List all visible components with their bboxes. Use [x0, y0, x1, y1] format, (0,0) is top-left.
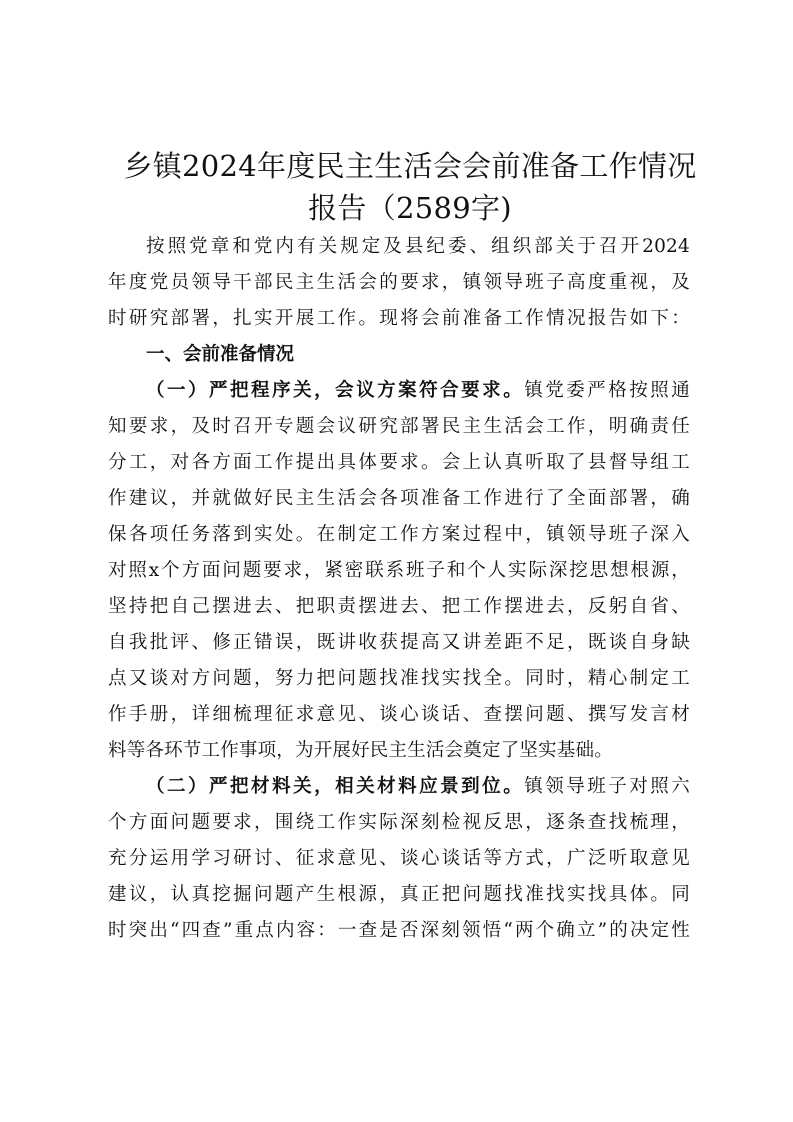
- subsection-1-line: 知要求，及时召开专题会议研究部署民主生活会工作，明确责任: [108, 416, 690, 437]
- document-title-line-1: 乡镇2024年度民主生活会会前准备工作情况: [123, 149, 697, 183]
- intro-paragraph-line: 时研究部署，扎实开展工作。现将会前准备工作情况报告如下：: [108, 308, 690, 329]
- subsection-1-first-line: [146, 373, 690, 409]
- subsection-1-line: 点又谈对方问题，努力把问题找准找实找全。同时，精心制定工: [108, 668, 690, 689]
- subsection-2-first-line: [146, 769, 690, 805]
- subsection-1-line: 自我批评、修正错误，既讲收获提高又讲差距不足，既谈自身缺: [108, 632, 690, 653]
- subsection-1-line: 分工，对各方面工作提出具体要求。会上认真听取了县督导组工: [108, 452, 690, 473]
- subsection-1-line: 对照x个方面问题要求，紧密联系班子和个人实际深挖思想根源，: [108, 560, 690, 581]
- subsection-1-line: 坚持把自己摆进去、把职责摆进去、把工作摆进去，反躬自省、: [108, 596, 690, 617]
- subsection-1-line: 作手册，详细梳理征求意见、谈心谈话、查摆问题、撰写发言材: [108, 704, 690, 725]
- intro-paragraph-line: 按照党章和党内有关规定及县纪委、组织部关于召开2024: [146, 236, 690, 257]
- subsection-2-heading: （二）严把材料关，相关材料应景到位。: [146, 776, 525, 797]
- subsection-2-line: 充分运用学习研讨、征求意见、谈心谈话等方式，广泛听取意见: [108, 848, 690, 869]
- subsection-2-line: 建议，认真挖掘问题产生根源，真正把问题找准找实找具体。同: [108, 884, 690, 905]
- subsection-1-heading: （一）严把程序关，会议方案符合要求。: [146, 380, 525, 401]
- subsection-1-line: 保各项任务落到实处。在制定工作方案过程中，镇领导班子深入: [108, 524, 690, 545]
- intro-paragraph-line: 年度党员领导干部民主生活会的要求，镇领导班子高度重视，及: [108, 272, 690, 293]
- subsection-1-line: 作建议，并就做好民主生活会各项准备工作进行了全面部署，确: [108, 488, 690, 509]
- subsection-1-text-start: 镇党委严格按照通: [524, 380, 690, 401]
- subsection-2-line: 个方面问题要求，围绕工作实际深刻检视反思，逐条查找梳理，: [108, 812, 690, 833]
- document-title-line-2: 报告（2589字): [308, 191, 512, 225]
- subsection-1-line: 料等各环节工作事项，为开展好民主生活会奠定了坚实基础。: [108, 740, 613, 761]
- subsection-2-text-start: 镇领导班子对照六: [524, 776, 690, 797]
- section-heading-1: 一、会前准备情况: [146, 344, 295, 365]
- subsection-2-line: 时突出“四查”重点内容：一查是否深刻领悟“两个确立”的决定性: [108, 920, 690, 941]
